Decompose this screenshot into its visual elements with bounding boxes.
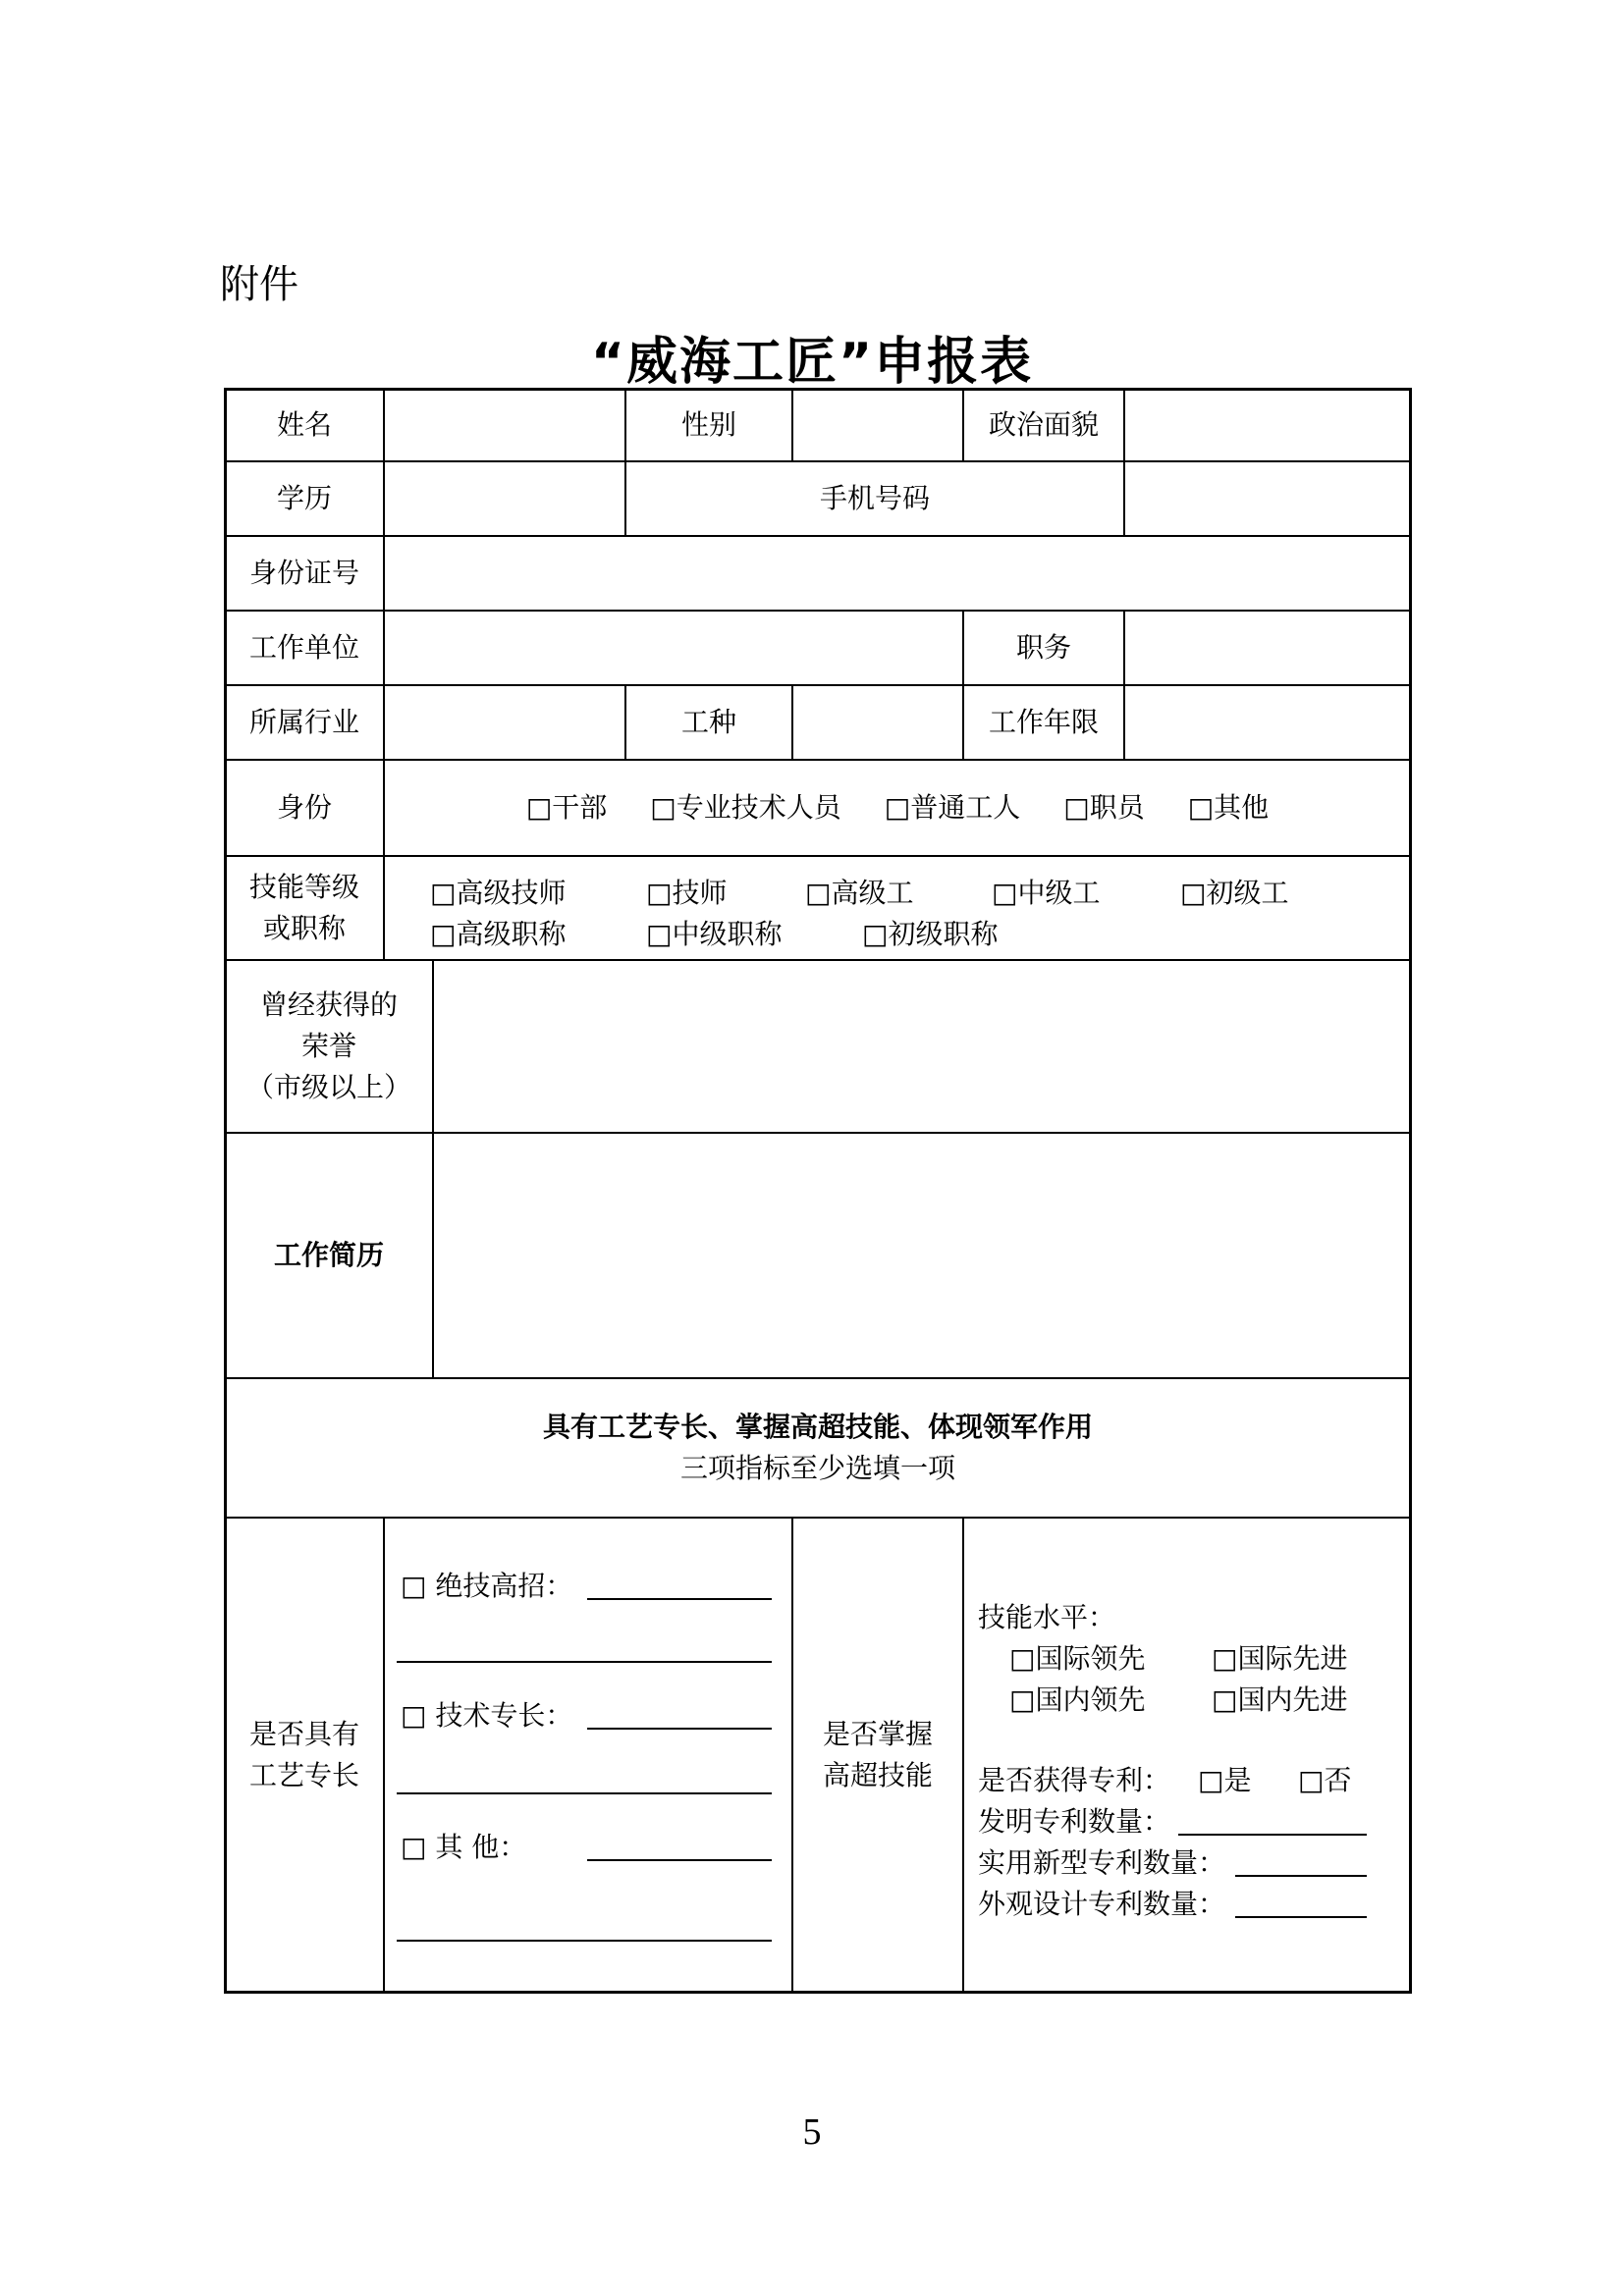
gender-label: 性别 bbox=[624, 388, 793, 462]
craft-label-line1: 是否具有 bbox=[248, 1718, 359, 1750]
craft-unique-skill-blank-2[interactable] bbox=[397, 1661, 772, 1663]
patent-no-option[interactable]: □否 bbox=[1298, 1764, 1352, 1796]
criteria-note-line1: 具有工艺专长、掌握高超技能、体现领军作用 bbox=[542, 1411, 1093, 1443]
identity-label: 身份 bbox=[224, 759, 385, 857]
industry-field[interactable] bbox=[383, 684, 626, 761]
skill-level-label-line2: 或职称 bbox=[262, 912, 346, 944]
name-label: 姓名 bbox=[224, 388, 385, 462]
identity-option-technician[interactable]: □专业技术人员 bbox=[650, 791, 841, 824]
utility-patent-count-label: 实用新型专利数量： bbox=[978, 1846, 1226, 1879]
id-number-label: 身份证号 bbox=[224, 535, 385, 612]
honors-label-line3: （市级以上） bbox=[245, 1071, 411, 1103]
title-option-junior[interactable]: □初级职称 bbox=[862, 918, 999, 950]
employer-label: 工作单位 bbox=[224, 610, 385, 686]
page-number: 5 bbox=[802, 2111, 822, 2153]
invention-patent-count-blank[interactable] bbox=[1178, 1834, 1367, 1836]
skill-level-label-line1: 技能等级 bbox=[248, 871, 359, 903]
title-option-intermediate[interactable]: □中级职称 bbox=[646, 918, 783, 950]
craft-specialty-blank[interactable] bbox=[587, 1728, 772, 1730]
employer-field[interactable] bbox=[383, 610, 964, 686]
craft-other-blank[interactable] bbox=[587, 1859, 772, 1861]
honors-label-line2: 荣誉 bbox=[300, 1030, 356, 1062]
work-years-label: 工作年限 bbox=[962, 684, 1125, 761]
education-field[interactable] bbox=[383, 460, 626, 537]
criteria-note bbox=[224, 1377, 1412, 1519]
position-label: 职务 bbox=[962, 610, 1125, 686]
honors-label-line1: 曾经获得的 bbox=[259, 988, 398, 1021]
craft-item-unique-skill[interactable]: □ 绝技高招： bbox=[401, 1570, 573, 1602]
design-patent-count-blank[interactable] bbox=[1235, 1916, 1367, 1918]
skill-option-technician[interactable]: □技师 bbox=[646, 877, 728, 909]
level-option-intl-advanced[interactable]: □国际先进 bbox=[1212, 1642, 1348, 1675]
job-type-field[interactable] bbox=[791, 684, 964, 761]
criteria-note-line2: 三项指标至少选填一项 bbox=[679, 1452, 955, 1484]
utility-patent-count-blank[interactable] bbox=[1235, 1875, 1367, 1877]
gender-field[interactable] bbox=[791, 388, 964, 462]
craft-other-blank-2[interactable] bbox=[397, 1940, 772, 1942]
craft-unique-skill-blank[interactable] bbox=[587, 1598, 772, 1600]
skill-label bbox=[791, 1517, 964, 1994]
work-years-field[interactable] bbox=[1123, 684, 1412, 761]
skill-panel bbox=[962, 1517, 1412, 1994]
identity-option-worker[interactable]: □普通工人 bbox=[884, 791, 1021, 824]
skill-option-senior-worker[interactable]: □高级工 bbox=[805, 877, 914, 909]
honors-label bbox=[224, 959, 434, 1134]
education-label: 学历 bbox=[224, 460, 385, 537]
skill-label-line2: 高超技能 bbox=[822, 1759, 933, 1791]
political-field[interactable] bbox=[1123, 388, 1412, 462]
skill-option-senior-technician[interactable]: □高级技师 bbox=[430, 877, 567, 909]
craft-specialty-blank-2[interactable] bbox=[397, 1792, 772, 1794]
skill-level-heading: 技能水平： bbox=[978, 1601, 1116, 1633]
craft-item-specialty[interactable]: □ 技术专长： bbox=[401, 1699, 573, 1732]
design-patent-count-label: 外观设计专利数量： bbox=[978, 1888, 1226, 1920]
position-field[interactable] bbox=[1123, 610, 1412, 686]
resume-field[interactable] bbox=[432, 1132, 1412, 1379]
identity-option-staff[interactable]: □职员 bbox=[1063, 791, 1145, 824]
craft-label-line2: 工艺专长 bbox=[248, 1759, 359, 1791]
phone-label: 手机号码 bbox=[624, 460, 1125, 537]
resume-label: 工作简历 bbox=[224, 1132, 434, 1379]
craft-label bbox=[224, 1517, 385, 1994]
phone-field[interactable] bbox=[1123, 460, 1412, 537]
identity-options bbox=[383, 759, 1412, 857]
industry-label: 所属行业 bbox=[224, 684, 385, 761]
id-number-field[interactable] bbox=[383, 535, 1412, 612]
level-option-intl-leading[interactable]: □国际领先 bbox=[1009, 1642, 1146, 1675]
job-type-label: 工种 bbox=[624, 684, 793, 761]
skill-label-line1: 是否掌握 bbox=[822, 1718, 933, 1750]
invention-patent-count-label: 发明专利数量： bbox=[978, 1805, 1171, 1838]
name-field[interactable] bbox=[383, 388, 626, 462]
level-option-domestic-leading[interactable]: □国内领先 bbox=[1009, 1683, 1146, 1716]
skill-level-label bbox=[224, 855, 385, 961]
patent-yes-option[interactable]: □是 bbox=[1198, 1764, 1252, 1796]
patent-question: 是否获得专利： bbox=[978, 1764, 1171, 1796]
skill-option-junior-worker[interactable]: □初级工 bbox=[1180, 877, 1289, 909]
identity-option-other[interactable]: □其他 bbox=[1187, 791, 1270, 824]
skill-option-intermediate-worker[interactable]: □中级工 bbox=[992, 877, 1101, 909]
title-option-senior[interactable]: □高级职称 bbox=[430, 918, 567, 950]
honors-field[interactable] bbox=[432, 959, 1412, 1134]
craft-item-other[interactable]: □ 其 他： bbox=[401, 1831, 527, 1863]
identity-option-cadre[interactable]: □干部 bbox=[525, 791, 608, 824]
political-label: 政治面貌 bbox=[962, 388, 1125, 462]
level-option-domestic-advanced[interactable]: □国内先进 bbox=[1212, 1683, 1348, 1716]
form-title: “威海工匠”申报表 bbox=[590, 333, 1034, 392]
attachment-label: 附件 bbox=[220, 262, 298, 307]
